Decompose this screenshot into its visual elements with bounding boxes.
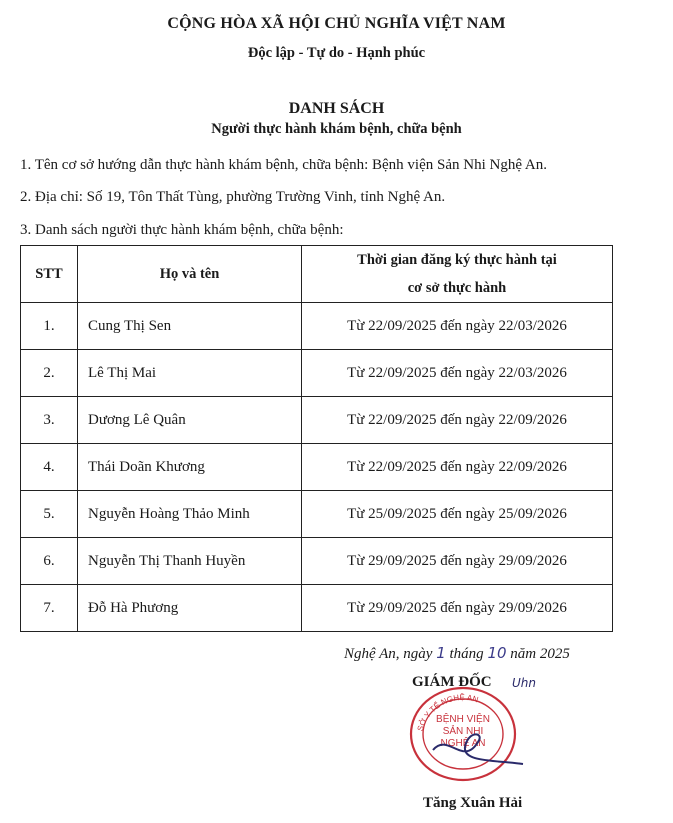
header-time-line2: cơ sở thực hành	[407, 280, 507, 296]
document-title: DANH SÁCH	[288, 100, 385, 117]
row-name: Thái Doãn Khương	[78, 444, 302, 491]
row-name: Cung Thị Sen	[78, 303, 302, 350]
row-stt: 3.	[21, 397, 78, 444]
row-name: Đỗ Hà Phương	[78, 585, 302, 632]
table-row	[21, 491, 613, 538]
place-date-year: năm 2025	[510, 646, 570, 662]
document-subtitle: Người thực hành khám bệnh, chữa bệnh	[211, 121, 462, 137]
row-time: Từ 29/09/2025 đến ngày 29/09/2026	[302, 538, 613, 585]
stamp-line1: BỆNH VIỆN	[436, 714, 490, 725]
row-time: Từ 25/09/2025 đến ngày 25/09/2026	[302, 491, 613, 538]
signature-initials: Uhn	[512, 676, 536, 690]
row-stt: 7.	[21, 585, 78, 632]
stamp-ring-text: SỞ Y TẾ NGHỆ AN	[415, 692, 480, 733]
row-name: Nguyễn Thị Thanh Huyền	[78, 538, 302, 585]
stamp-line3: NGHỆ AN	[440, 738, 486, 749]
table-row	[21, 444, 613, 491]
motto: Độc lập - Tự do - Hạnh phúc	[247, 45, 426, 61]
row-time: Từ 22/09/2025 đến ngày 22/03/2026	[302, 350, 613, 397]
header-stt: STT	[21, 246, 78, 303]
table-row	[21, 303, 613, 350]
list-intro-line: 3. Danh sách người thực hành khám bệnh, chữa bệnh:	[20, 222, 344, 238]
row-stt: 4.	[21, 444, 78, 491]
row-time: Từ 29/09/2025 đến ngày 29/09/2026	[302, 585, 613, 632]
place-date-prefix: Nghệ An, ngày	[344, 646, 433, 662]
table-header-row	[21, 246, 613, 303]
row-time: Từ 22/09/2025 đến ngày 22/03/2026	[302, 303, 613, 350]
place-date-month-label: tháng	[449, 646, 484, 662]
header-time	[302, 246, 613, 303]
row-stt: 2.	[21, 350, 78, 397]
row-stt: 6.	[21, 538, 78, 585]
stamp-line2: SẢN NHI	[442, 726, 484, 737]
address-line: 2. Địa chỉ: Số 19, Tôn Thất Tùng, phường Trường Vinh, tỉnh Nghệ An.	[20, 189, 446, 205]
practitioner-table	[20, 245, 613, 632]
row-time: Từ 22/09/2025 đến ngày 22/09/2026	[302, 397, 613, 444]
row-name: Nguyễn Hoàng Thảo Minh	[78, 491, 302, 538]
row-stt: 5.	[21, 491, 78, 538]
table-row	[21, 350, 613, 397]
facility-name-line: 1. Tên cơ sở hướng dẫn thực hành khám bệnh, chữa bệnh: Bệnh viện Sản Nhi Nghệ An.	[20, 157, 547, 173]
row-time: Từ 22/09/2025 đến ngày 22/09/2026	[302, 444, 613, 491]
republic-heading: CỘNG HÒA XÃ HỘI CHỦ NGHĨA VIỆT NAM	[167, 15, 506, 32]
place-date	[344, 644, 570, 663]
director-title: GIÁM ĐỐC	[412, 674, 492, 690]
row-name: Lê Thị Mai	[78, 350, 302, 397]
row-stt: 1.	[21, 303, 78, 350]
header-name: Họ và tên	[78, 246, 302, 303]
table-row	[21, 538, 613, 585]
place-date-month: 10	[487, 644, 507, 662]
table-row	[21, 397, 613, 444]
row-name: Dương Lê Quân	[78, 397, 302, 444]
place-date-day: 1	[436, 644, 446, 662]
director-name: Tăng Xuân Hải	[423, 795, 523, 811]
table-row	[21, 585, 613, 632]
header-time-line1: Thời gian đăng ký thực hành tại	[357, 252, 557, 268]
